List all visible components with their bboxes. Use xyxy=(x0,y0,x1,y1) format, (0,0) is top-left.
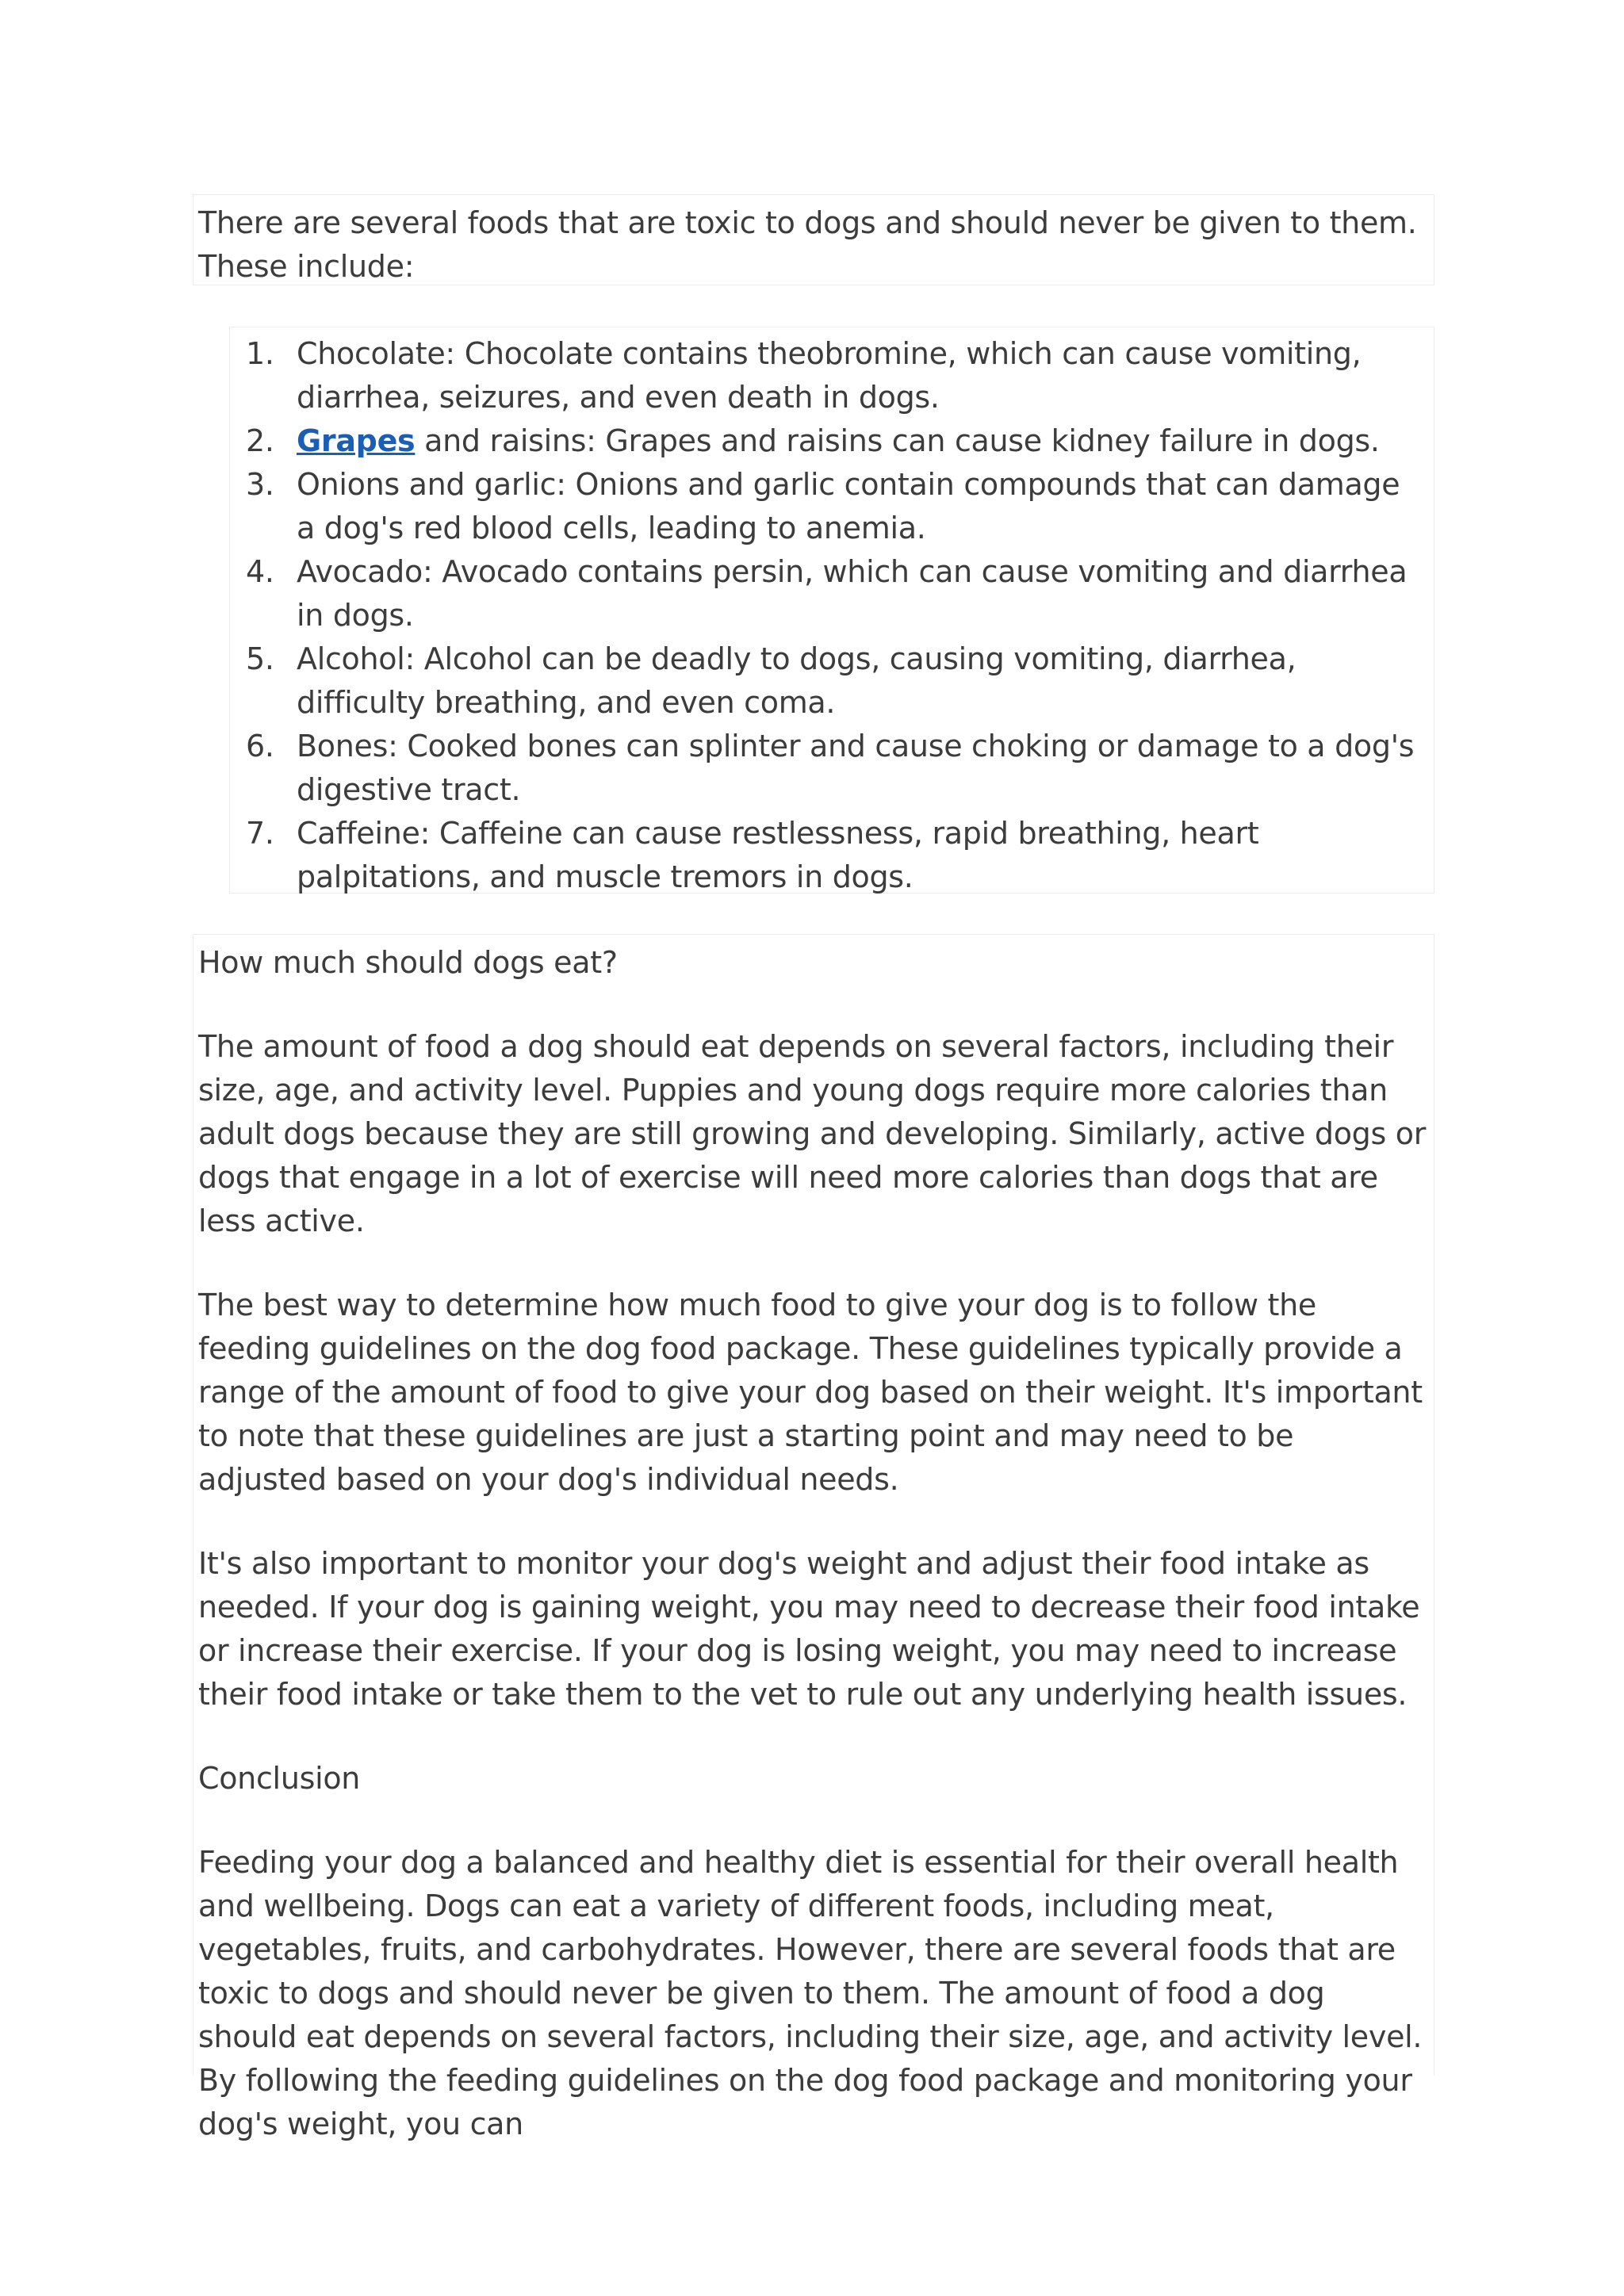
list-item-text: Alcohol: Alcohol can be deadly to dogs, causing vomiting, diarrhea, difficulty breathing, and even coma. xyxy=(297,641,1297,720)
list-item xyxy=(230,725,1434,812)
list-item-text: Avocado: Avocado contains persin, which can cause vomiting and diarrhea in dogs. xyxy=(297,554,1408,633)
list-item-text: Caffeine: Caffeine can cause restlessness, rapid breathing, heart palpitations, and muscle tremors in dogs. xyxy=(297,816,1259,894)
list-item xyxy=(230,812,1434,899)
list-item-text: Chocolate: Chocolate contains theobromine, which can cause vomiting, diarrhea, seizures, and even death in dogs. xyxy=(297,336,1362,415)
list-item xyxy=(230,419,1434,463)
list-number: 1. xyxy=(246,336,274,371)
list-number: 2. xyxy=(246,423,274,458)
intro-block xyxy=(193,194,1434,285)
list-item xyxy=(230,463,1434,550)
list-number: 6. xyxy=(246,729,274,763)
section-heading-conclusion: Conclusion xyxy=(198,1761,361,1796)
toxic-foods-block xyxy=(229,327,1434,894)
list-item-text: Bones: Cooked bones can splinter and cause choking or damage to a dog's digestive tract. xyxy=(297,729,1415,807)
paragraph: Feeding your dog a balanced and healthy diet is essential for their overall health and wellbeing. Dogs can eat a variety of different foods, including meat, vegetables, fruits, and carbohydrates. However, there are several foods that are toxic to dogs and should never be given to them. The amount of food a dog should eat depends on several factors, including their size, age, and activity level. By following the feeding guidelines on the dog food package and monitoring your dog's weight, you can xyxy=(198,1845,1423,2141)
list-number: 7. xyxy=(246,816,274,851)
list-item xyxy=(230,637,1434,725)
list-item-text: and raisins: Grapes and raisins can cause kidney failure in dogs. xyxy=(415,423,1380,458)
section-heading-feeding-amount: How much should dogs eat? xyxy=(198,945,618,980)
intro-text: There are several foods that are toxic to dogs and should never be given to them. These include: xyxy=(198,205,1417,284)
toxic-foods-list xyxy=(230,332,1434,899)
paragraph: The amount of food a dog should eat depends on several factors, including their size, age, and activity level. Puppies and young dogs require more calories than adult dogs because they are still growing and developing. Similarly, active dogs or dogs that engage in a lot of exercise will need more calories than dogs that are less active. xyxy=(198,1029,1427,1238)
list-item-text: Onions and garlic: Onions and garlic contain compounds that can damage a dog's red blood cells, leading to anemia. xyxy=(297,467,1400,545)
list-number: 3. xyxy=(246,467,274,502)
list-number: 4. xyxy=(246,554,274,589)
grapes-link[interactable]: Grapes xyxy=(297,423,416,458)
paragraph: It's also important to monitor your dog's weight and adjust their food intake as needed. If your dog is gaining weight, you may need to decrease their food intake or increase their exercise. If your dog is losing weight, you may need to increase their food intake or take them to the vet to rule out any underlying health issues. xyxy=(198,1546,1420,1712)
list-item xyxy=(230,550,1434,637)
list-number: 5. xyxy=(246,641,274,676)
list-item xyxy=(230,332,1434,419)
main-content-block xyxy=(193,934,1434,2141)
paragraph: The best way to determine how much food to give your dog is to follow the feeding guidelines on the dog food package. These guidelines typically provide a range of the amount of food to give your dog based on their weight. It's important to note that these guidelines are just a starting point and may need to be adjusted based on your dog's individual needs. xyxy=(198,1288,1423,1497)
